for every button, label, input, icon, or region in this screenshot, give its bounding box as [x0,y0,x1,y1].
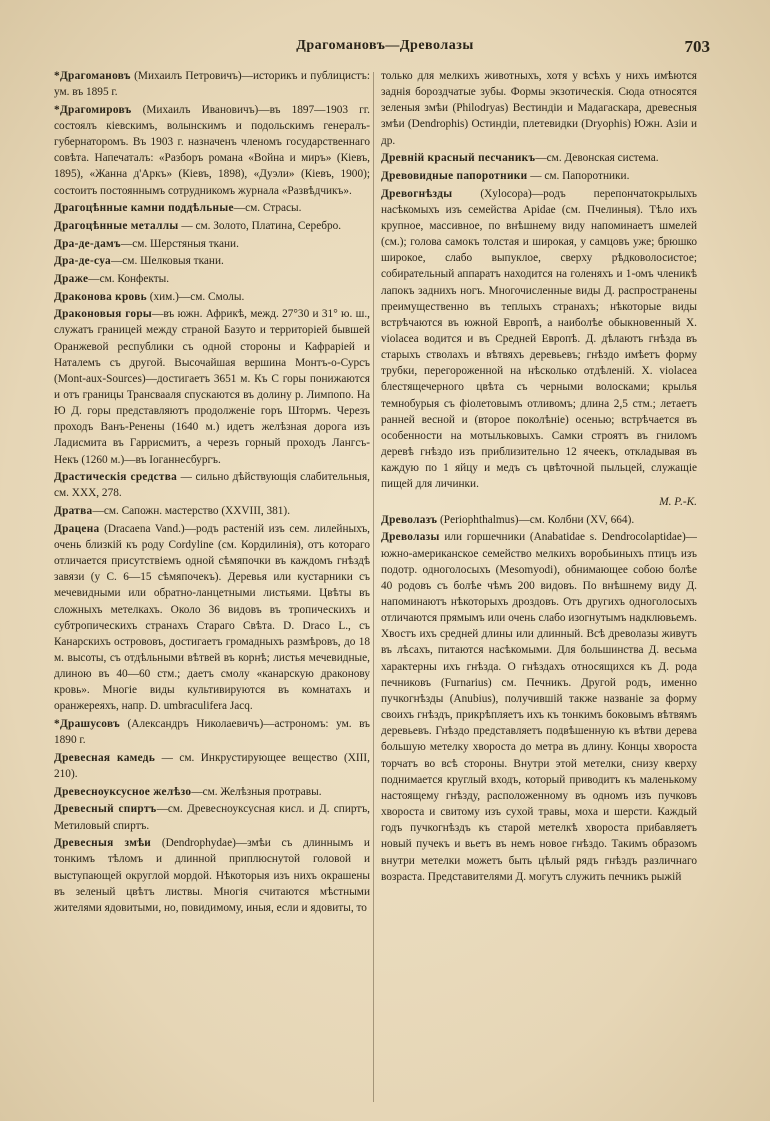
entry-text: —см. Страсы. [233,202,302,215]
entry-headword: Древесныя змѣи [54,837,152,850]
article-entry [381,529,697,884]
article-entry [54,835,370,916]
page-header [0,38,770,60]
entry-headword: Древовидные папоротники [381,169,528,182]
article-entry [54,271,370,287]
entry-headword: Драгоцѣнные металлы [54,219,179,232]
entry-text: (Periophthalmus)—см. Колбни (XV, 664). [437,513,635,526]
entry-headword: Драже [54,272,89,285]
page-number: 703 [684,37,710,56]
entry-headword: *Драгомановъ [54,70,131,82]
entry-headword: Драстическія средства [54,471,178,484]
article-entry [54,236,370,252]
article-entry [381,186,697,493]
entry-text: —въ южн. Африкѣ, межд. 27°30 и 31° ю. ш., служатъ границей между страной Базуто и территоріей бывшей Оранжевой республики съ одной стороны и Кафраріей и Наталемъ съ другой. Высочайшая вершина Монтъ-о-Сурсъ (Mont-aux-Sources)—достигаетъ 3651 м. Къ С горы понижаются и отъ границы Трансвааля спускаются въ долину р. Лимпопо. На Ю Д. горы представляютъ продолженіе горъ Штормъ. Черезъ проходъ Ванъ-Ренены (1640 м.) идетъ желѣзная дорога изъ Ладисмита въ Гаррисмитъ, а черезъ горный проходъ Лангсъ-Некъ (1260 м.)—въ Іоганнесбургъ. [54,308,370,466]
entry-text: (Dracaena Vand.)—родъ растеній изъ сем. лилейныхъ, очень близкій къ роду Cordyline (см. Кордилинія), отъ котораго отличается присутствіемъ одной сѣмяпочки въ каждомъ гнѣздѣ завязи (у С. 6—15 сѣмяпочекъ). Деревья или кустарники съ мечевидными или обратно-ланцетными листьями. Цвѣты въ сложныхъ метелкахъ. Около 36 видовъ въ тропическихъ и субтропическихъ странахъ Стараго Свѣта. D. Draco L., съ Канарскихъ острововъ, достигаетъ громадныхъ размѣровъ, до 18 м. высоты, съ отдѣльными вѣтвей въ корнѣ; листья мечевидные, длиною въ 40—60 стм.; даетъ смолу «канарскую драконову кровь». Многіе виды культивируются въ комнатахъ и оранжереяхъ, напр. D. umbraculifera Jacq. [54,522,370,713]
entry-text: (Dendrophydae)—змѣи съ длиннымъ и тонкимъ тѣломъ и длинной приплюснутой головой и выступающей округлой мордой. Нѣкоторыя изъ нихъ окрашены въ зеленый цвѣтъ листвы. Многія считаются мѣстными жителями ядовитыми, но, повидимому, иныя, если и ядовиты, то [54,837,370,914]
entry-text: — сильно дѣйствующія слабительныя, см. XXX, 278. [54,471,370,500]
entry-headword: Драгоцѣнные камни поддѣльные [54,202,234,215]
entry-text: (Михаилъ Ивановичъ)—въ 1897—1903 гг. состоялъ кіевскимъ, волынскимъ и подольскимъ генералъ-губернаторомъ. Въ 1903 г. назначенъ членомъ государственнаго совѣта. Напечаталъ: «Разборъ романа «Война и миръ» (Кіевъ, 1895), «Жанна д'Аркъ» (Кіевъ, 1898), «Дуэли» (Кіевъ, 1900); состоитъ постояннымъ сотрудникомъ журнала «Развѣдчикъ». [54,103,370,197]
entry-text: —см. Сапожн. мастерство (XXVIII, 381). [92,505,291,518]
entry-text: (Александръ Николаевичъ)—астрономъ: ум. въ 1890 г. [54,718,370,747]
entry-text: —см. Шерстяныя ткани. [120,237,239,250]
entry-headword: Древесная камедь [54,751,156,764]
article-entry [54,503,370,519]
article-entry [54,784,370,800]
entry-headword: Драконовыя горы [54,308,153,321]
entry-text: —см. Древесноуксусная кисл. и Д. спиртъ, Метиловый спиртъ. [54,803,370,832]
entry-headword: *Драгомировъ [54,103,132,116]
entry-text: только для мелкихъ животныхъ, хотя у всѣхъ у нихъ имѣются заднія бороздчатые зубы. Формы экзотическія. Сюда относятся зеленыя змѣи (Philodryas) Вестиндіи и Мадагаскара, древесныя змѣи (Dendrophis) Остиндіи, плетевидки (Dryophis) Южн. Азіи и др. [381,70,697,147]
entry-text: — см. Инкрустирующее вещество (XIII, 210). [54,751,370,781]
article-entry [381,494,697,510]
running-title: Драгомановъ—Древолазы [296,38,474,53]
right-column [381,68,697,1108]
entry-text: (Xylocopa)—родъ перепончатокрылыхъ насѣкомыхъ изъ семейства Apidae (см. Пчелиныя). Тѣло ихъ крупное, массивное, по внѣшнему виду напоминаетъ шмелей (см.); голова самокъ толстая и широкая, у самцовъ уже; брюшко широкое, слабо выпуклое, сверху рѣдковолосистое; собирательный аппаратъ находится на голеняхъ и 1-омъ членикѣ лапокъ заднихъ ногъ. Многочисленные виды Д. распространены преимущественно въ теплыхъ странахъ; нѣкоторые виды встрѣчаются въ южной Европѣ, а наиболѣе обыкновенный X. violacea водится и въ Средней Европѣ. Д. дѣлаютъ гнѣзда въ старыхъ стволахъ и вѣтвяхъ деревьевъ; гнѣздо имѣетъ форму трубки, перегороженной на нѣсколько отдѣленій. X. violacea блестящечерного цвѣта съ черными волосками; крылья темнобурыя съ фіолетовымъ отливомъ; длина 2,5 стм.; летаетъ ранней весной и (второе поколѣніе) осенью; встрѣчается въ особенности на мотыльковыхъ. Самки строятъ въ гниломъ деревѣ гнѣздо изъ приблизительно 12 ячеекъ, откладывая въ каждую по 1 яйцу и медъ съ цвѣточной пыльцей, служащіе пищей для личинки. [381,187,697,491]
article-entry [381,512,697,528]
entry-text: (хим.)—см. Смолы. [146,290,245,303]
entry-headword: Древесный спиртъ [54,803,157,816]
article-entry [381,150,697,166]
article-entry [54,68,370,100]
entry-headword: Древолазы [381,531,440,544]
article-entry [54,750,370,782]
article-entry [54,289,370,305]
entry-headword: Древесноуксусное желѣзо [54,785,192,798]
entry-headword: Драцена [54,522,100,535]
article-entry [54,801,370,833]
article-entry [54,521,370,715]
article-entry [54,306,370,468]
article-entry [381,68,697,149]
entry-text: (Михаилъ Петровичъ)—историкъ и публицистъ: ум. въ 1895 г. [54,70,370,99]
article-entry [54,218,370,234]
entry-text: —см. Конфекты. [88,272,170,285]
article-entry [54,200,370,216]
article-entry [381,168,697,184]
article-entry [54,469,370,501]
entry-headword: Дра-де-дамъ [54,237,121,250]
entry-headword: Дратва [54,505,93,518]
article-entry [54,253,370,269]
entry-headword: Древогнѣзды [381,187,453,200]
entry-text: — см. Папоротники. [527,169,630,182]
author-signature: М. Р.-К. [659,496,697,509]
column-divider [373,72,374,1102]
entry-text: —см. Желѣзныя протравы. [191,785,322,798]
entry-headword: Древолазъ [381,513,438,526]
entry-text: или горшечники (Anabatidae s. Dendrocolaptidae)—южно-американское семейство мелкихъ воробьиныхъ птицъ изъ подотр. одноголосыхъ (Mesomyodi), обнимающее собою болѣе 40 родовъ съ болѣе чѣмъ 200 видовъ. По внѣшнему виду Д. напоминаютъ нѣкоторыхъ дроздовъ. Отъ другихъ одноголосыхъ отличаются прямымъ или очень слабо изогнутымъ надклювьемъ. Хвостъ ихъ средней длины или длинный. Всѣ древолазы живутъ въ лѣсахъ, питаются насѣкомыми. Для большинства Д. весьма характерны ихъ гнѣзда. О гнѣздахъ относящихся къ Д. рода печниковъ (Furnarius) см. Печникъ. Другой родъ, именно пучкогнѣзды (Anubius), получившій также названіе за форму своихъ гнѣздъ, прикрѣпляетъ ихъ къ тонкимъ боковымъ вѣтвямъ деревьевъ. Гнѣздо представляетъ подвѣшенную къ вѣтви дерева большую метелку хвороста до метра въ длину. Концы хвороста торчатъ во всѣ стороны. Внутри этой метелки, снизу кверху поднимается круглый входъ, который приводитъ къ маленькому настоящему гнѣзду, расположенному въ одномъ изъ пучковъ хвороста и свитому изъ сухой травы, моха и шерсти. Каждый годъ пучкогнѣздъ къ старой метелкѣ хвороста прибавляетъ новый пучекъ и вьетъ въ немъ новое гнѣздо. Такимъ образомъ внутри метелки можетъ быть цѣлый рядъ гнѣздъ различнаго возраста. Представителями Д. могутъ служить печникъ рыжій [381,531,697,883]
entry-text: —см. Шелковыя ткани. [110,255,224,268]
entry-headword: *Драшусовъ [54,718,120,731]
entry-text: —см. Девонская система. [535,152,659,165]
article-entry [54,102,370,199]
article-entry [54,716,370,748]
entry-headword: Древній красный песчаникъ [381,152,536,165]
entry-headword: Дра-де-суа [54,255,111,268]
left-column [54,68,370,1108]
entry-headword: Драконова кровь [54,290,147,303]
entry-text: — см. Золото, Платина, Серебро. [178,219,342,232]
